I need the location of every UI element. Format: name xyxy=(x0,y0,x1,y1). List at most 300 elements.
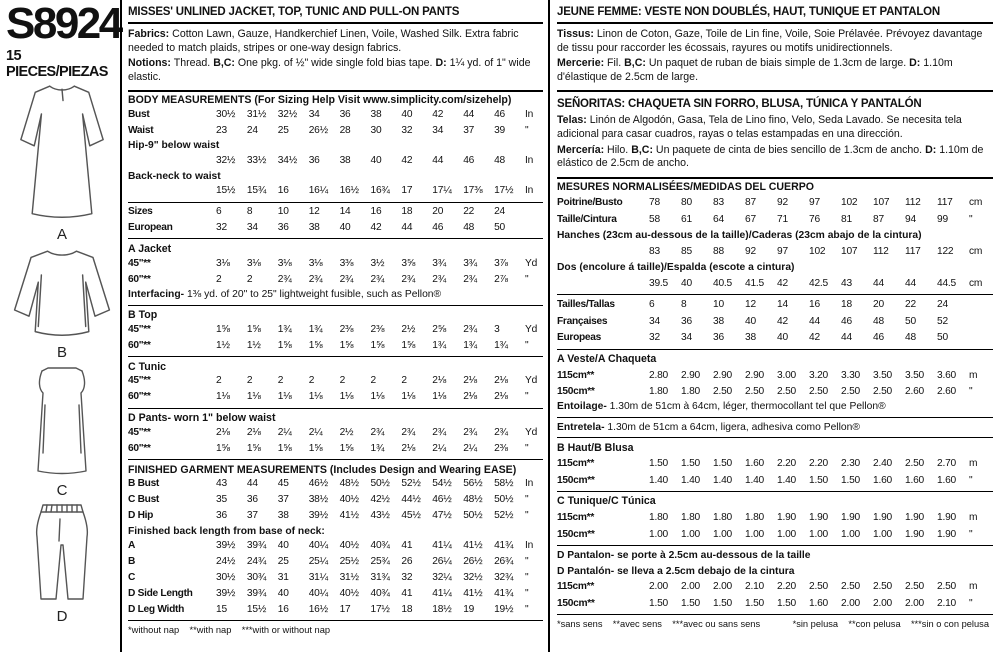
measurement-value: 2⅜ xyxy=(339,323,354,335)
lead-in-label: B,C: xyxy=(213,57,235,70)
measurement-value: 1¾ xyxy=(370,442,385,454)
measurement-value: 25¼ xyxy=(308,556,328,568)
measurement-value: 28 xyxy=(339,124,351,136)
measurement-value: 2¾ xyxy=(463,273,477,285)
measurement-value: 1.50 xyxy=(713,458,733,470)
measurement-value: 22 xyxy=(905,299,916,311)
measurement-value: 50 xyxy=(937,332,948,344)
measurement-value: 1¾ xyxy=(308,323,323,335)
measurement-value: 34½ xyxy=(277,155,298,167)
measurement-row xyxy=(557,212,993,229)
measurement-value: 2.10 xyxy=(937,597,957,609)
measurement-value: 40 xyxy=(401,109,413,121)
measurement-value: 2.60 xyxy=(937,386,957,398)
measurement-value: 2.00 xyxy=(841,597,861,609)
paragraph-text: Cotton Lawn, Gauze, Handkerchief Linen, Voile, Washed Silk. Extra fabric needed to match plaids, stripes or one-way design fabrics. xyxy=(128,28,519,54)
measurement-value: 44 xyxy=(905,277,916,289)
unit-label: " xyxy=(969,474,973,486)
note-text: 1.30m de 51cm à 64cm, léger, thermocollant tel que Pellon® xyxy=(606,401,886,413)
row-label: 115cm** xyxy=(557,581,594,593)
measurement-value: 52½ xyxy=(401,478,421,490)
measurement-value: 2.20 xyxy=(777,581,797,593)
measurement-value: 3.50 xyxy=(873,369,893,381)
note-line xyxy=(557,400,993,415)
row-label-line: Hanches (23cm au-dessous de la taille)/Caderas (23cm abajo de la cintura) xyxy=(557,230,922,242)
measurement-value: 42 xyxy=(777,277,788,289)
english-intro xyxy=(128,24,543,92)
unit-label: In xyxy=(524,540,534,552)
measurement-value: 1⅝ xyxy=(246,323,261,335)
measurement-value: 17½ xyxy=(494,185,514,197)
measurement-value: 31 xyxy=(277,572,289,584)
measurement-value: 2.50 xyxy=(713,386,733,398)
paragraph-text: One pkg. of ½" wide single fold bias tape. xyxy=(234,57,436,70)
measurement-value: 42.5 xyxy=(809,277,829,289)
row-label xyxy=(128,184,216,199)
measurement-value: 19 xyxy=(463,603,475,615)
unit-label xyxy=(969,314,993,330)
measurement-row xyxy=(557,367,993,384)
measurement-value: 2 xyxy=(246,375,253,387)
row-label-line: Hip-9" below waist xyxy=(128,140,220,152)
measurement-value: 46 xyxy=(494,109,506,121)
measurement-value: 38½ xyxy=(308,494,328,506)
pieces-count: 15 PIECES/PIEZAS xyxy=(6,48,108,80)
measurement-value: 20 xyxy=(432,206,444,218)
measurement-value: 43 xyxy=(216,478,227,490)
measurement-row xyxy=(128,555,543,571)
row-label: 60"** xyxy=(128,442,151,454)
measurement-value: 12 xyxy=(745,299,756,311)
measurement-value: 2.50 xyxy=(873,386,893,398)
measurement-value: 25 xyxy=(277,124,289,136)
unit-label: In xyxy=(524,155,534,167)
measurement-value: 48 xyxy=(463,222,475,234)
measurement-value: 1.00 xyxy=(681,528,701,540)
measurement-value: 58½ xyxy=(494,478,514,490)
row-label-line: Back-neck to waist xyxy=(128,170,221,182)
measurement-value: 2 xyxy=(216,273,222,285)
measurement-value: 16¾ xyxy=(370,185,390,197)
measurement-value: 1¾ xyxy=(463,339,477,351)
unit-label: m xyxy=(969,512,978,524)
measurement-value: 14 xyxy=(777,299,788,311)
measurement-value: 2.80 xyxy=(649,369,669,381)
measurement-value: 1.50 xyxy=(713,597,733,609)
measurement-value: 83 xyxy=(649,245,660,257)
measurement-value: 18 xyxy=(401,206,413,218)
measurement-value: 3.30 xyxy=(841,369,861,381)
measurement-value: 54½ xyxy=(432,478,452,490)
measurement-value: 30 xyxy=(370,124,382,136)
measurement-value: 44.5 xyxy=(937,277,957,289)
lead-in-label: Fabrics: xyxy=(128,28,170,40)
measurement-value: 1⅝ xyxy=(277,339,292,351)
measurement-value: 2⅛ xyxy=(401,442,416,454)
measurement-value: 31¼ xyxy=(308,572,328,584)
row-label: Sizes xyxy=(128,206,153,218)
measurement-value: 2⅛ xyxy=(463,375,477,387)
measurement-value: 32¼ xyxy=(432,572,452,584)
row-label: Poitrine/Busto xyxy=(557,197,623,209)
measurement-row xyxy=(128,374,543,390)
note-line xyxy=(557,417,993,435)
measurement-value: 16 xyxy=(370,206,382,218)
measurement-value: 2¾ xyxy=(308,273,323,285)
footnote xyxy=(557,615,993,631)
measurement-value: 1.50 xyxy=(649,458,669,470)
measurement-value: 32 xyxy=(649,332,660,344)
footnote-text: *sin pelusa **con pelusa ***sin o con pelusa xyxy=(792,618,989,629)
measurement-value: 3¾ xyxy=(432,257,447,269)
unit-label: " xyxy=(524,494,529,506)
measurement-row xyxy=(128,338,543,354)
measurement-value: 61 xyxy=(681,214,692,226)
measurement-row xyxy=(557,472,993,489)
measurement-value: 32 xyxy=(401,572,413,584)
measurement-value: 64 xyxy=(713,214,724,226)
measurement-value: 31½ xyxy=(246,109,267,121)
measurement-value: 31½ xyxy=(339,572,359,584)
measurement-row xyxy=(128,477,543,493)
measurement-row xyxy=(128,123,543,139)
unit-label: cm xyxy=(969,277,983,289)
measurement-value: 2.50 xyxy=(841,386,861,398)
measurement-row xyxy=(128,272,543,288)
measurement-value: 46½ xyxy=(308,478,328,490)
measurement-value: 40¼ xyxy=(308,540,328,552)
measurement-value: 2.00 xyxy=(713,581,733,593)
figure-c xyxy=(6,362,118,500)
measurement-value: 41½ xyxy=(463,540,483,552)
measurement-value: 36 xyxy=(216,510,227,522)
measurement-value: 2.00 xyxy=(905,597,925,609)
measurement-value: 42 xyxy=(777,315,788,327)
measurement-value: 40.5 xyxy=(713,277,733,289)
measurement-value: 1⅝ xyxy=(370,339,385,351)
measurement-value: 1⅛ xyxy=(432,391,447,403)
figure-b xyxy=(6,244,118,362)
measurement-row xyxy=(128,602,543,621)
paragraph-text: Hilo. xyxy=(604,143,632,156)
row-label: D Hip xyxy=(128,510,154,522)
measurement-value: 39¾ xyxy=(246,587,267,599)
row-label: 150cm** xyxy=(557,474,595,486)
measurement-value: 2¼ xyxy=(432,442,447,454)
measurement-value: 2¾ xyxy=(432,426,447,438)
measurement-value: 1.40 xyxy=(649,474,669,486)
measurement-value: 41½ xyxy=(463,587,483,599)
measurement-value: 6 xyxy=(216,206,222,218)
measurement-value: 40 xyxy=(339,222,351,234)
measurement-value: 17¼ xyxy=(432,185,452,197)
english-measurement-table xyxy=(128,92,543,637)
measurement-value: 2⅛ xyxy=(494,375,508,387)
section-header: A Jacket xyxy=(128,238,543,256)
measurement-value: 1.00 xyxy=(713,528,733,540)
measurement-row xyxy=(128,154,543,170)
measurement-value: 2¾ xyxy=(463,426,477,438)
measurement-value: 26¼ xyxy=(432,556,452,568)
measurement-value: 2.90 xyxy=(681,369,701,381)
row-label: 45"** xyxy=(128,426,151,438)
measurement-value: 117 xyxy=(937,197,953,209)
measurement-value: 1.60 xyxy=(873,474,893,486)
measurement-value: 2 xyxy=(308,375,315,387)
measurement-value: 1⅝ xyxy=(277,442,292,454)
measurement-value: 42 xyxy=(370,222,382,234)
measurement-value: 33½ xyxy=(246,155,267,167)
row-label xyxy=(128,154,216,169)
measurement-value: 1¾ xyxy=(277,323,292,335)
measurement-value: 45½ xyxy=(401,510,421,522)
measurement-value: 39½ xyxy=(216,540,236,552)
measurement-value: 107 xyxy=(841,245,858,257)
row-label: D Leg Width xyxy=(128,603,185,615)
measurement-value: 46½ xyxy=(432,494,452,506)
measurement-value: 36 xyxy=(277,222,289,234)
measurement-value: 17½ xyxy=(370,603,390,615)
measurement-value: 1.40 xyxy=(777,474,797,486)
measurement-value: 1.90 xyxy=(841,512,861,524)
measurement-value: 52 xyxy=(937,315,948,327)
measurement-value: 42½ xyxy=(370,494,390,506)
measurement-value: 48½ xyxy=(339,478,359,490)
row-label: Tailles/Tallas xyxy=(557,299,615,311)
measurement-value: 1.50 xyxy=(809,474,829,486)
measurement-value: 87 xyxy=(745,197,756,209)
measurement-value: 1.80 xyxy=(681,512,701,524)
measurement-value: 3¾ xyxy=(463,257,477,269)
figure-d-label: D xyxy=(56,608,68,625)
international-column xyxy=(550,0,997,652)
section-header: D Pants- worn 1" below waist xyxy=(128,408,543,426)
unit-label xyxy=(969,297,993,313)
measurement-value: 42 xyxy=(432,109,444,121)
measurement-value: 15½ xyxy=(246,603,267,615)
measurement-value: 46 xyxy=(873,332,884,344)
measurement-value: 24 xyxy=(494,206,506,218)
measurement-value: 2.70 xyxy=(937,458,957,470)
measurement-value: 71 xyxy=(777,214,788,226)
measurement-value: 32½ xyxy=(277,109,298,121)
measurement-value: 36 xyxy=(681,315,692,327)
section-header: MESURES NORMALISÉES/MEDIDAS DEL CUERPO xyxy=(557,180,815,193)
unit-label: " xyxy=(969,528,973,540)
measurement-value: 1⅝ xyxy=(308,442,323,454)
row-label: C xyxy=(128,572,136,584)
measurement-value: 12 xyxy=(308,206,320,218)
measurement-value: 16¼ xyxy=(308,185,328,197)
measurement-value: 1.00 xyxy=(873,528,893,540)
measurement-value: 40 xyxy=(277,540,289,552)
unit-label: " xyxy=(524,587,529,599)
paragraph-text: Thread. xyxy=(170,57,214,70)
paragraph-text: Fil. xyxy=(604,57,625,70)
measurement-row xyxy=(128,509,543,525)
measurement-value: 2⅛ xyxy=(246,426,261,438)
paragraph-text: 1¼ yd. of 1" wide elastic. xyxy=(128,57,531,83)
measurement-value: 24 xyxy=(246,124,258,136)
measurement-value: 23 xyxy=(216,124,227,136)
measurement-value: 48 xyxy=(905,332,916,344)
measurement-value: 34 xyxy=(246,222,258,234)
measurement-value: 1.00 xyxy=(745,528,765,540)
measurement-value: 32½ xyxy=(216,155,236,167)
measurement-value: 3.00 xyxy=(777,369,797,381)
measurement-value: 46 xyxy=(463,155,475,167)
measurement-value: 87 xyxy=(873,214,884,226)
measurement-value: 10 xyxy=(713,299,724,311)
measurement-value: 1.60 xyxy=(905,474,925,486)
measurement-value: 2 xyxy=(401,375,407,387)
measurement-value: 45 xyxy=(277,478,289,490)
measurement-value: 48 xyxy=(494,155,506,167)
measurement-value: 1½ xyxy=(216,339,230,351)
measurement-value: 1.50 xyxy=(681,458,701,470)
measurement-value: 2.20 xyxy=(777,458,797,470)
measurement-value: 2¾ xyxy=(370,273,385,285)
measurement-value: 1.00 xyxy=(777,528,797,540)
measurement-value: 42 xyxy=(809,332,820,344)
measurement-value: 39.5 xyxy=(649,277,669,289)
measurement-value: 17⅜ xyxy=(463,185,483,197)
unit-label: " xyxy=(969,386,973,398)
measurement-value: 3.60 xyxy=(937,369,957,381)
sketch-pants-d xyxy=(12,500,112,608)
measurement-value: 94 xyxy=(905,214,916,226)
measurement-value: 14 xyxy=(339,206,351,218)
measurement-value: 32¾ xyxy=(494,572,514,584)
measurement-value: 44 xyxy=(246,478,258,490)
measurement-value: 2.90 xyxy=(713,369,733,381)
measurement-value: 3⅞ xyxy=(494,257,508,269)
row-label: A xyxy=(128,540,136,552)
measurement-value: 50½ xyxy=(370,478,390,490)
unit-label: " xyxy=(524,572,529,584)
footnote xyxy=(128,621,543,637)
lead-in-label: D: xyxy=(909,57,921,70)
measurement-value: 1.90 xyxy=(905,512,925,524)
measurement-value: 38 xyxy=(277,510,289,522)
measurement-value: 40½ xyxy=(339,587,359,599)
measurement-value: 41¾ xyxy=(494,587,514,599)
unit-label: cm xyxy=(969,197,983,209)
measurement-row xyxy=(557,456,993,473)
unit-label: Yd xyxy=(524,323,538,335)
measurement-value: 2.50 xyxy=(873,581,893,593)
measurement-value: 37 xyxy=(246,510,258,522)
paragraph-text: Linon de Coton, Gaze, Toile de Lin fine, Voile, Soie Prélavée. Prévoyez davantage de tissu pour raccorder les écossais, rayures ou motifs unidirectionnels. xyxy=(557,28,983,54)
measurement-value: 30¾ xyxy=(246,572,267,584)
measurement-value: 41¼ xyxy=(432,540,452,552)
measurement-value: 18 xyxy=(841,299,852,311)
section-header: BODY MEASUREMENTS (For Sizing Help Visit www.simplicity.com/sizehelp) xyxy=(128,94,512,107)
measurement-value: 40½ xyxy=(339,494,359,506)
measurement-row xyxy=(128,586,543,602)
measurement-value: 2¾ xyxy=(277,273,292,285)
row-label xyxy=(557,244,649,260)
measurement-value: 22 xyxy=(463,206,475,218)
measurement-value: 2¾ xyxy=(463,323,477,335)
measurement-value: 1¾ xyxy=(432,339,447,351)
sketch-tunic-c xyxy=(12,362,112,482)
measurement-row xyxy=(557,294,993,314)
measurement-value: 2½ xyxy=(339,426,354,438)
section-header: C Tunic xyxy=(128,356,543,374)
row-label-line: D Pantalón- se lleva a 2.5cm debajo de la cintura xyxy=(557,565,795,577)
measurement-value: 2.40 xyxy=(873,458,893,470)
measurement-value: 122 xyxy=(937,245,954,257)
row-label: 115cm** xyxy=(557,512,594,524)
row-label: 45"** xyxy=(128,375,151,387)
measurement-value: 18 xyxy=(401,603,413,615)
unit-label: " xyxy=(524,339,529,351)
measurement-value: 1.60 xyxy=(809,597,829,609)
tissus-paragraph xyxy=(557,28,993,55)
row-label: 45"** xyxy=(128,323,151,335)
measurement-value: 1⅝ xyxy=(216,442,230,454)
measurement-row xyxy=(128,108,543,124)
measurement-row xyxy=(128,571,543,587)
row-label: Françaises xyxy=(557,315,608,327)
measurement-value: 38 xyxy=(745,332,756,344)
measurement-value: 38 xyxy=(339,155,351,167)
measurement-value: 25¾ xyxy=(370,556,390,568)
measurement-value: 80 xyxy=(681,197,692,209)
measurement-value: 2.50 xyxy=(809,386,829,398)
merceria-paragraph xyxy=(557,144,993,171)
measurement-value: 2.50 xyxy=(745,386,765,398)
measurement-value: 36 xyxy=(339,109,351,121)
measurement-value: 2¾ xyxy=(494,426,508,438)
measurement-value: 1⅝ xyxy=(339,339,354,351)
measurement-value: 102 xyxy=(809,245,826,257)
lead-in-label: Mercerie: xyxy=(557,57,605,70)
lead-in-label: Telas: xyxy=(557,114,587,127)
measurement-row xyxy=(557,243,993,260)
measurement-value: 1⅛ xyxy=(370,391,385,403)
measurement-value: 2.00 xyxy=(681,581,701,593)
measurement-value: 32 xyxy=(216,222,227,234)
lead-in-label: Tissus: xyxy=(557,28,594,40)
measurement-value: 3⅛ xyxy=(308,257,323,269)
footnote-text: *without nap **with nap ***with or without nap xyxy=(128,625,331,636)
measurement-value: 1.90 xyxy=(777,512,797,524)
measurement-value: 2¾ xyxy=(432,273,447,285)
measurement-value: 2.20 xyxy=(809,458,829,470)
measurement-value: 34 xyxy=(681,332,692,344)
row-label: 150cm** xyxy=(557,528,595,540)
measurement-row xyxy=(557,330,993,347)
measurement-value: 26½ xyxy=(463,556,483,568)
measurement-value: 2¾ xyxy=(401,273,416,285)
row-label: B xyxy=(128,556,136,568)
row-label-line: D Pantalon- se porte à 2.5cm au-dessous de la taille xyxy=(557,545,993,564)
measurement-value: 43 xyxy=(841,277,852,289)
measurement-value: 2¼ xyxy=(308,426,323,438)
measurement-row xyxy=(557,526,993,543)
measurement-value: 1⅛ xyxy=(339,391,354,403)
measurement-value: 2¼ xyxy=(277,426,292,438)
measurement-value: 92 xyxy=(777,197,788,209)
measurement-value: 2⅞ xyxy=(494,273,508,285)
measurement-value: 30½ xyxy=(216,109,236,121)
measurement-value: 83 xyxy=(713,197,724,209)
unit-label: " xyxy=(524,510,529,522)
row-label: 60"** xyxy=(128,391,151,403)
measurement-value: 1.90 xyxy=(809,512,829,524)
